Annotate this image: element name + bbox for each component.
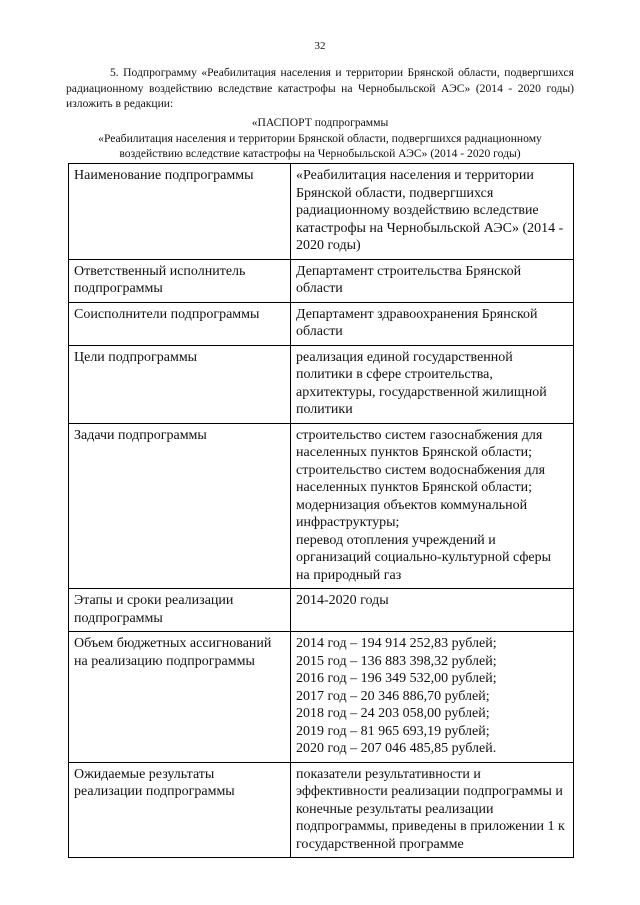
- row-value: [291, 164, 574, 260]
- row-value: [291, 632, 574, 763]
- row-value-line: «Реабилитация населения и территории Брянской области, подвергшихся радиационному воздействию вследствие катастрофы на Чернобыльской АЭС» (2014 - 2020 годы): [296, 168, 564, 253]
- row-value-line: 2020 год – 207 046 485,85 рублей.: [296, 741, 497, 756]
- passport-subtitle: «Реабилитация населения и территории Брянской области, подвергшихся радиационному воздействию вследствие катастрофы на Чернобыльской АЭС» (2014 - 2020 годы): [98, 131, 542, 160]
- table-row: [69, 302, 574, 345]
- row-value: [291, 762, 574, 858]
- row-label: Цели подпрограммы: [69, 345, 291, 423]
- table-row: [69, 259, 574, 302]
- row-value-line: 2016 год – 196 349 532,00 рублей;: [296, 671, 497, 686]
- table-row: [69, 589, 574, 632]
- table-row: [69, 632, 574, 763]
- row-label: Ожидаемые результаты реализации подпрограммы: [69, 762, 291, 858]
- row-label: Задачи подпрограммы: [69, 423, 291, 589]
- row-value: [291, 423, 574, 589]
- row-label: Объем бюджетных ассигнований на реализацию подпрограммы: [69, 632, 291, 763]
- row-value-line: 2014 год – 194 914 252,83 рублей;: [296, 636, 497, 651]
- passport-heading: [66, 115, 574, 162]
- row-value-line: 2019 год – 81 965 693,19 рублей;: [296, 723, 490, 739]
- row-value-line: строительство систем газоснабжения для населенных пунктов Брянской области;: [296, 427, 543, 460]
- amendment-intro: 5. Подпрограмму «Реабилитация населения и территории Брянской области, подвергшихся радиационному воздействию вследствие катастрофы на Чернобыльской АЭС» (2014 - 2020 годы) изложить в редакции:: [66, 66, 574, 110]
- row-value-line: модернизация объектов коммунальной инфраструктуры;: [296, 497, 528, 530]
- row-label: Соисполнители подпрограммы: [69, 302, 291, 345]
- row-value-line: строительство систем водоснабжения для населенных пунктов Брянской области;: [296, 462, 546, 495]
- row-value: [291, 589, 574, 632]
- row-label: Ответственный исполнитель подпрограммы: [69, 259, 291, 302]
- page-number: 32: [314, 40, 326, 52]
- row-value-line: реализация единой государственной политики в сфере строительства, архитектуры, государственной жилищной политики: [296, 349, 547, 417]
- row-value-line: 2017 год – 20 346 886,70 рублей;: [296, 688, 490, 704]
- passport-table: [68, 163, 574, 858]
- row-value: [291, 302, 574, 345]
- row-value-line: 2014-2020 годы: [296, 593, 389, 608]
- table-row: [69, 345, 574, 423]
- row-label: Этапы и сроки реализации подпрограммы: [69, 589, 291, 632]
- passport-title: «ПАСПОРТ подпрограммы: [251, 116, 389, 129]
- row-label: Наименование подпрограммы: [69, 164, 291, 260]
- row-value-line: 2018 год – 24 203 058,00 рублей;: [296, 706, 490, 721]
- row-value-line: перевод отопления учреждений и организаций социально-культурной сферы на природный газ: [296, 532, 552, 583]
- row-value-line: 2015 год – 136 883 398,32 рублей;: [296, 653, 497, 669]
- row-value-line: Департамент здравоохранения Брянской области: [296, 306, 538, 339]
- row-value-line: Департамент строительства Брянской области: [296, 263, 522, 296]
- table-row: [69, 164, 574, 260]
- row-value: [291, 259, 574, 302]
- table-row: [69, 423, 574, 589]
- table-row: [69, 762, 574, 858]
- row-value: [291, 345, 574, 423]
- passport-table-body: [69, 164, 574, 858]
- row-value-line: показатели результативности и эффективности реализации подпрограммы и конечные результаты реализации подпрограммы, приведены в приложении 1 к государственной программе: [296, 766, 565, 852]
